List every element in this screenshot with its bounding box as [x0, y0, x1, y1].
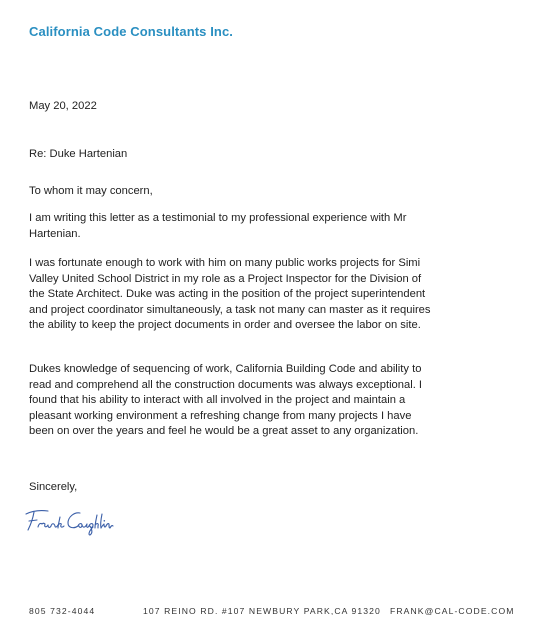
letter-date: May 20, 2022 [29, 100, 97, 112]
paragraph-1: I am writing this letter as a testimonial to my professional experience with Mr Hartenian. [29, 212, 407, 240]
subject-line: Re: Duke Hartenian [29, 148, 128, 160]
paragraph-2: I was fortunate enough to work with him on many public works projects for Simi Valley United School District in my role as a Project Inspector for the Division of the State Architect. Duke was acting in the position of the project superintendent and project coordinator simultaneously, a task not many can master as it requires the ability to keep the project documents in order and oversee the labor on site. [29, 257, 431, 331]
salutation: To whom it may concern, [29, 185, 153, 197]
paragraph-3: Dukes knowledge of sequencing of work, California Building Code and ability to read and comprehend all the construction documents was always exceptional. I found that his ability to interact with all involved in the project and maintain a pleasant working environment a refreshing change from many projects I have been on over the years and feel he would be a great asset to any organization. [29, 363, 423, 437]
footer-address: 107 REINO RD. #107 NEWBURY PARK,CA 91320 [143, 606, 381, 616]
company-letterhead: California Code Consultants Inc. [29, 24, 233, 39]
footer-phone: 805 732-4044 [29, 606, 96, 616]
closing: Sincerely, [29, 481, 78, 493]
footer-email: FRANK@CAL-CODE.COM [390, 606, 515, 616]
handwritten-signature [22, 505, 152, 537]
